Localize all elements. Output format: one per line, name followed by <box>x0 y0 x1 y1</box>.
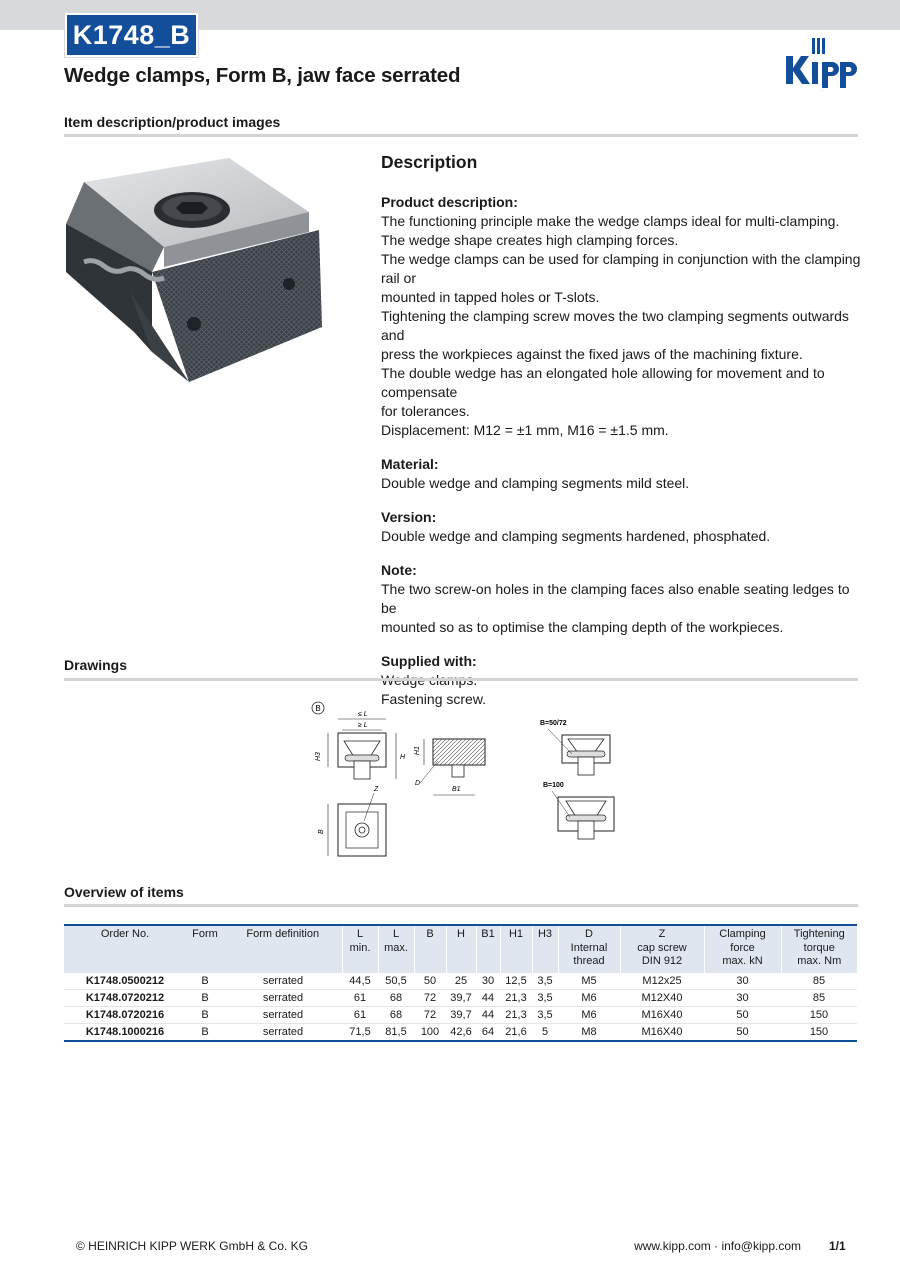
material-block <box>381 455 861 493</box>
section-item-description: Item description/product images <box>64 114 281 130</box>
product-description-label: Product description: <box>381 194 518 210</box>
table-cell: 68 <box>378 1006 414 1023</box>
table-cell: 81,5 <box>378 1023 414 1041</box>
table-cell: 85 <box>781 989 857 1006</box>
table-cell: M6 <box>558 1006 620 1023</box>
z-label: Z <box>374 786 379 793</box>
table-cell: 30 <box>704 989 781 1006</box>
d-label: D <box>415 780 421 787</box>
note-label: Note: <box>381 562 417 578</box>
h3-label: H3 <box>315 752 322 761</box>
table-cell: 50 <box>704 1023 781 1041</box>
version-text: Double wedge and clamping segments hardened, phosphated. <box>381 528 771 544</box>
col-z: Z cap screw DIN 912 <box>620 925 704 973</box>
table-cell: M12x25 <box>620 973 704 990</box>
col-clamping-force: Clamping force max. kN <box>704 925 781 973</box>
variant-a-label: B=50/72 <box>540 720 567 727</box>
table-cell: M6 <box>558 989 620 1006</box>
table-cell: serrated <box>224 1006 342 1023</box>
table-cell: serrated <box>224 973 342 990</box>
technical-drawings <box>300 697 630 862</box>
col-d: D Internal thread <box>558 925 620 973</box>
table-cell: M8 <box>558 1023 620 1041</box>
table-cell: 44 <box>476 1006 500 1023</box>
b1-label: B1 <box>452 786 461 793</box>
table-cell: M16X40 <box>620 1006 704 1023</box>
table-cell: 3,5 <box>532 973 558 990</box>
section-rule <box>64 678 858 681</box>
table-cell: serrated <box>224 989 342 1006</box>
table-cell: 42,6 <box>446 1023 476 1041</box>
table-cell: 50 <box>414 973 446 990</box>
table-cell: M16X40 <box>620 1023 704 1041</box>
order-no-cell: K1748.0720212 <box>64 989 186 1006</box>
page-title: Wedge clamps, Form B, jaw face serrated <box>64 64 461 87</box>
text-line: mounted in tapped holes or T-slots. <box>381 289 600 305</box>
form-label: B <box>315 704 321 713</box>
table-cell: 3,5 <box>532 989 558 1006</box>
b-label: B <box>318 829 325 834</box>
material-text: Double wedge and clamping segments mild steel. <box>381 475 690 491</box>
footer-contact[interactable]: www.kipp.com · info@kipp.com <box>634 1239 801 1253</box>
table-cell: 39,7 <box>446 989 476 1006</box>
table-cell: serrated <box>224 1023 342 1041</box>
text-line: The double wedge has an elongated hole allowing for movement and to compensate <box>381 365 825 400</box>
table-row <box>64 989 857 1006</box>
version-block <box>381 508 861 546</box>
footer-copyright: © HEINRICH KIPP WERK GmbH & Co. KG <box>76 1239 308 1253</box>
section-rule <box>64 134 858 137</box>
text-line: press the workpieces against the fixed jaws of the machining fixture. <box>381 346 803 362</box>
table-cell: 21,3 <box>500 1006 532 1023</box>
logo-text: kipp <box>821 91 823 92</box>
table-cell: 71,5 <box>342 1023 378 1041</box>
version-label: Version: <box>381 509 437 525</box>
table-row <box>64 1023 857 1041</box>
kipp-logo <box>784 38 858 92</box>
l-max-label: ≤ L <box>358 711 368 718</box>
table-cell: 72 <box>414 989 446 1006</box>
table-cell: 61 <box>342 1006 378 1023</box>
col-h1: H1 <box>500 925 532 973</box>
table-cell: 12,5 <box>500 973 532 990</box>
order-no-cell: K1748.1000216 <box>64 1023 186 1041</box>
variant-b-label: B=100 <box>543 782 564 789</box>
product-code-badge: K1748_B <box>65 13 198 57</box>
table-cell: 3,5 <box>532 1006 558 1023</box>
table-cell: 61 <box>342 989 378 1006</box>
section-drawings: Drawings <box>64 657 128 673</box>
table-cell: 25 <box>446 973 476 990</box>
table-cell: 44 <box>476 989 500 1006</box>
table-cell: B <box>186 973 224 990</box>
col-form: Form <box>186 925 224 973</box>
table-cell: B <box>186 1006 224 1023</box>
table-cell: 72 <box>414 1006 446 1023</box>
text-line: Tightening the clamping screw moves the two clamping segments outwards and <box>381 308 849 343</box>
supplied-label: Supplied with: <box>381 653 477 669</box>
table-cell: 68 <box>378 989 414 1006</box>
col-h3: H3 <box>532 925 558 973</box>
description-panel <box>381 152 861 724</box>
table-cell: 30 <box>476 973 500 990</box>
section-overview: Overview of items <box>64 884 184 900</box>
table-cell: 21,3 <box>500 989 532 1006</box>
table-cell: 150 <box>781 1023 857 1041</box>
h1-label: H1 <box>414 746 421 755</box>
col-h: H <box>446 925 476 973</box>
table-row <box>64 1006 857 1023</box>
table-cell: 50,5 <box>378 973 414 990</box>
col-b: B <box>414 925 446 973</box>
h-label: H <box>400 754 406 761</box>
table-cell: 5 <box>532 1023 558 1041</box>
table-cell: 85 <box>781 973 857 990</box>
text-line: The functioning principle make the wedge clamps ideal for multi-clamping. <box>381 213 840 229</box>
material-label: Material: <box>381 456 439 472</box>
table-cell: 44,5 <box>342 973 378 990</box>
col-l-max: L max. <box>378 925 414 973</box>
col-b1: B1 <box>476 925 500 973</box>
section-rule <box>64 904 858 907</box>
table-cell: 100 <box>414 1023 446 1041</box>
table-cell: 50 <box>704 1006 781 1023</box>
product-image <box>64 152 326 384</box>
description-heading: Description <box>381 152 478 172</box>
text-line: mounted so as to optimise the clamping depth of the workpieces. <box>381 619 784 635</box>
text-line: for tolerances. <box>381 403 470 419</box>
footer-page-number: 1/1 <box>829 1239 846 1253</box>
col-order-no: Order No. <box>64 925 186 973</box>
table-cell: B <box>186 989 224 1006</box>
table-cell: 150 <box>781 1006 857 1023</box>
table-cell: 21,6 <box>500 1023 532 1041</box>
table-cell: 64 <box>476 1023 500 1041</box>
text-line: Fastening screw. <box>381 691 487 707</box>
table-row <box>64 973 857 990</box>
text-line: The two screw-on holes in the clamping faces also enable seating ledges to be <box>381 581 850 616</box>
col-tightening-torque: Tightening torque max. Nm <box>781 925 857 973</box>
col-l-min: L min. <box>342 925 378 973</box>
product-description-block <box>381 193 861 440</box>
table-cell: M5 <box>558 973 620 990</box>
text-line: The wedge shape creates high clamping forces. <box>381 232 679 248</box>
note-block <box>381 561 861 637</box>
items-table <box>64 924 857 1042</box>
table-cell: 30 <box>704 973 781 990</box>
text-line: Displacement: M12 = ±1 mm, M16 = ±1.5 mm. <box>381 422 669 438</box>
l-min-label: ≥ L <box>358 722 368 729</box>
table-cell: B <box>186 1023 224 1041</box>
col-form-definition: Form definition <box>224 925 342 973</box>
order-no-cell: K1748.0720216 <box>64 1006 186 1023</box>
table-cell: 39,7 <box>446 1006 476 1023</box>
table-header-row <box>64 925 857 973</box>
order-no-cell: K1748.0500212 <box>64 973 186 990</box>
table-cell: M12X40 <box>620 989 704 1006</box>
text-line: The wedge clamps can be used for clamping in conjunction with the clamping rail or <box>381 251 861 286</box>
